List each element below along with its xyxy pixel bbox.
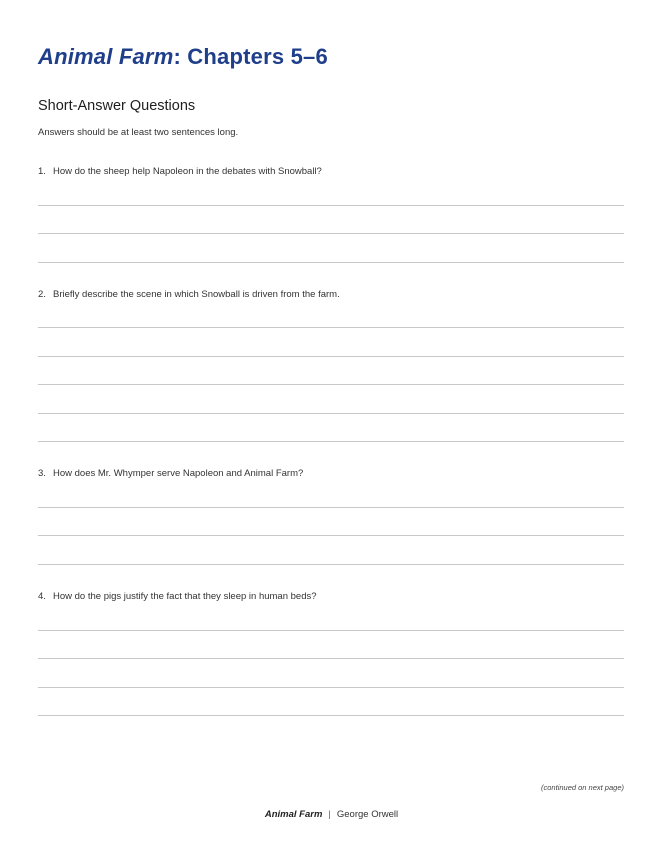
footer-book-title: Animal Farm — [264, 809, 323, 820]
page-footer — [0, 809, 663, 820]
section-heading: Short-Answer Questions — [38, 98, 196, 114]
question-3 — [38, 468, 303, 479]
question-text: How do the pigs justify the fact that they sleep in human beds? — [53, 591, 317, 602]
answer-line[interactable] — [38, 507, 624, 508]
continued-note: (continued on next page) — [541, 783, 624, 792]
footer-author: George Orwell — [336, 809, 399, 820]
question-number: 2. — [38, 289, 46, 300]
footer-separator: | — [328, 809, 331, 820]
question-2 — [38, 289, 340, 300]
answer-line[interactable] — [38, 384, 624, 385]
question-number: 4. — [38, 591, 46, 602]
answer-line[interactable] — [38, 441, 624, 442]
page-title — [38, 44, 328, 70]
answer-line[interactable] — [38, 564, 624, 565]
question-text: How does Mr. Whymper serve Napoleon and Animal Farm? — [53, 468, 304, 479]
question-text: Briefly describe the scene in which Snowball is driven from the farm. — [53, 289, 340, 300]
answer-line[interactable] — [38, 262, 624, 263]
answer-line[interactable] — [38, 413, 624, 414]
answer-line[interactable] — [38, 205, 624, 206]
question-number: 1. — [38, 166, 46, 177]
question-1 — [38, 166, 322, 177]
answer-line[interactable] — [38, 630, 624, 631]
answer-line[interactable] — [38, 327, 624, 328]
answer-line[interactable] — [38, 658, 624, 659]
instructions-text: Answers should be at least two sentences long. — [38, 127, 239, 138]
answer-line[interactable] — [38, 233, 624, 234]
question-text: How do the sheep help Napoleon in the debates with Snowball? — [53, 166, 322, 177]
question-4 — [38, 591, 317, 602]
answer-line[interactable] — [38, 715, 624, 716]
answer-line[interactable] — [38, 687, 624, 688]
answer-line[interactable] — [38, 356, 624, 357]
title-chapters: : Chapters 5–6 — [173, 44, 328, 69]
title-book-name: Animal Farm — [38, 44, 174, 69]
question-number: 3. — [38, 468, 46, 479]
answer-line[interactable] — [38, 535, 624, 536]
